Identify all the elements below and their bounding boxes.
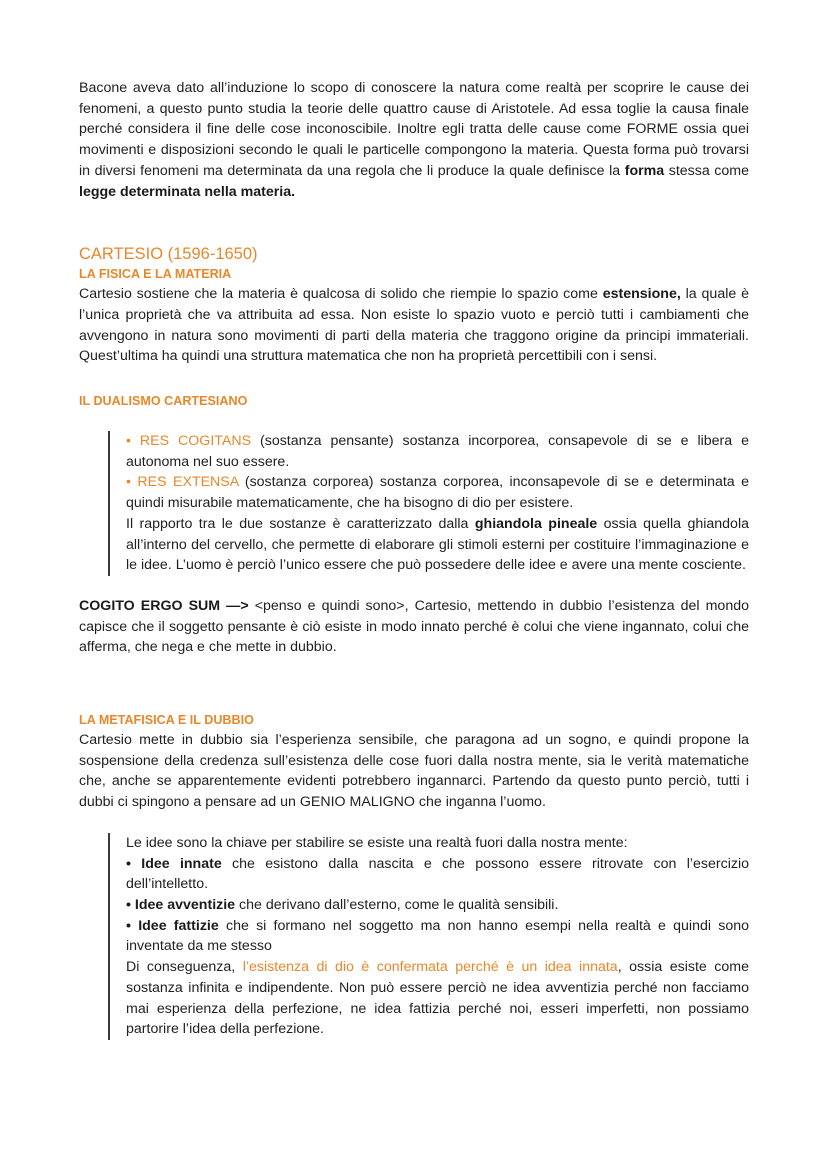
idee-avventizie-item: • Idee avventizie che derivano dall’esterno, come le qualità sensibili.: [126, 896, 559, 913]
idee-fattizie-item: • Idee fattizie che si formano nel soggetto ma non hanno esempi nella realtà e quindi sono inventate da me stesso: [126, 917, 749, 955]
conclusione-paragraph: Di conseguenza, l’esistenza di dio è confermata perché è un idea innata, ossia esiste come sostanza infinita e indipendente. Non può essere perciò ne idea avventizia perché non facciamo mai esperienza della perfezione, ne idea fattizia perché noi, esseri imperfetti, non possiamo partorire l’idea della perfezione.: [126, 959, 749, 1038]
document-page: [79, 78, 749, 1040]
intro-paragraph: Bacone aveva dato all’induzione lo scopo di conoscere la natura come realtà per scoprire le cause dei fenomeni, a questo punto studia la teorie delle quattro cause di Aristotele. Ad essa toglie la causa finale perché considera il fine delle cose inconoscibile. Inoltre egli tratta delle cause come FORME ossia quei movimenti e disposizioni secondo le quali le particelle compongono la materia. Questa forma può trovarsi in diversi fenomeni ma determinata da una regola che li produce la quale definisce la forma stessa come legge determinata nella materia.: [79, 80, 749, 200]
cogito-paragraph: COGITO ERGO SUM —> <penso e quindi sono>, Cartesio, mettendo in dubbio l’esistenza del mondo capisce che il soggetto pensante è ciò esiste in modo innato perché è colui che viene ingannato, colui che afferma, che nega e che mette in dubbio.: [79, 597, 749, 656]
idee-intro: Le idee sono la chiave per stabilire se esiste una realtà fuori dalla nostra mente:: [126, 834, 628, 851]
bold-legge: legge determinata nella materia.: [79, 183, 296, 200]
ghiandola-paragraph: Il rapporto tra le due sostanze è caratterizzato dalla ghiandola pineale ossia quella ghiandola all’interno del cervello, che permette di elaborare gli stimoli esterni per costituire l’immaginazione e le idee. L’uomo è perciò l’unico essere che può possedere delle idee e avere una mente cosciente.: [126, 515, 749, 574]
metafisica-paragraph: Cartesio mette in dubbio sia l’esperienza sensibile, che paragona ad un sogno, e quindi propone la sospensione della credenza sull’esistenza delle cose fuori dalla nostra mente, sia le verità matematiche che, anche se apparentemente evidenti potrebbero ingannarci. Partendo da questo punto perciò, tutti i dubbi ci spingono a pensare ad un GENIO MALIGNO che inganna l’uomo.: [79, 732, 749, 811]
section-title-cartesio: CARTESIO (1596-1650): [79, 245, 258, 264]
fisica-paragraph: Cartesio sostiene che la materia è qualcosa di solido che riempie lo spazio come estensione, la quale è l’unica proprietà che va attribuita ad essa. Non esiste lo spazio vuoto e perciò tutti i cambiamenti che avvengono in natura sono movimenti di parti della materia che traggono origine da principi immateriali. Quest’ultima ha quindi una struttura matematica che non ha proprietà percettibili con i sensi.: [79, 286, 749, 365]
bold-forma: forma: [624, 162, 665, 179]
idee-innate-item: • Idee innate che esistono dalla nascita e che possono essere ritrovate con l’esercizio dell’intelletto.: [126, 855, 749, 893]
dualismo-quote-block: [108, 431, 749, 576]
res-extensa-item: • RES EXTENSA (sostanza corporea) sostanza corporea, inconsapevole di se e determinata e quindi misurabile matematicamente, che ha bisogno di dio per esistere.: [126, 474, 749, 512]
subheading-fisica: LA FISICA E LA MATERIA: [79, 267, 232, 282]
res-cogitans-item: • RES COGITANS (sostanza pensante) sostanza incorporea, consapevole di se e libera e autonoma nel suo essere.: [126, 433, 749, 470]
idee-quote-block: [108, 833, 749, 1040]
subheading-dualismo: IL DUALISMO CARTESIANO: [79, 394, 248, 409]
subheading-metafisica: LA METAFISICA E IL DUBBIO: [79, 713, 254, 728]
